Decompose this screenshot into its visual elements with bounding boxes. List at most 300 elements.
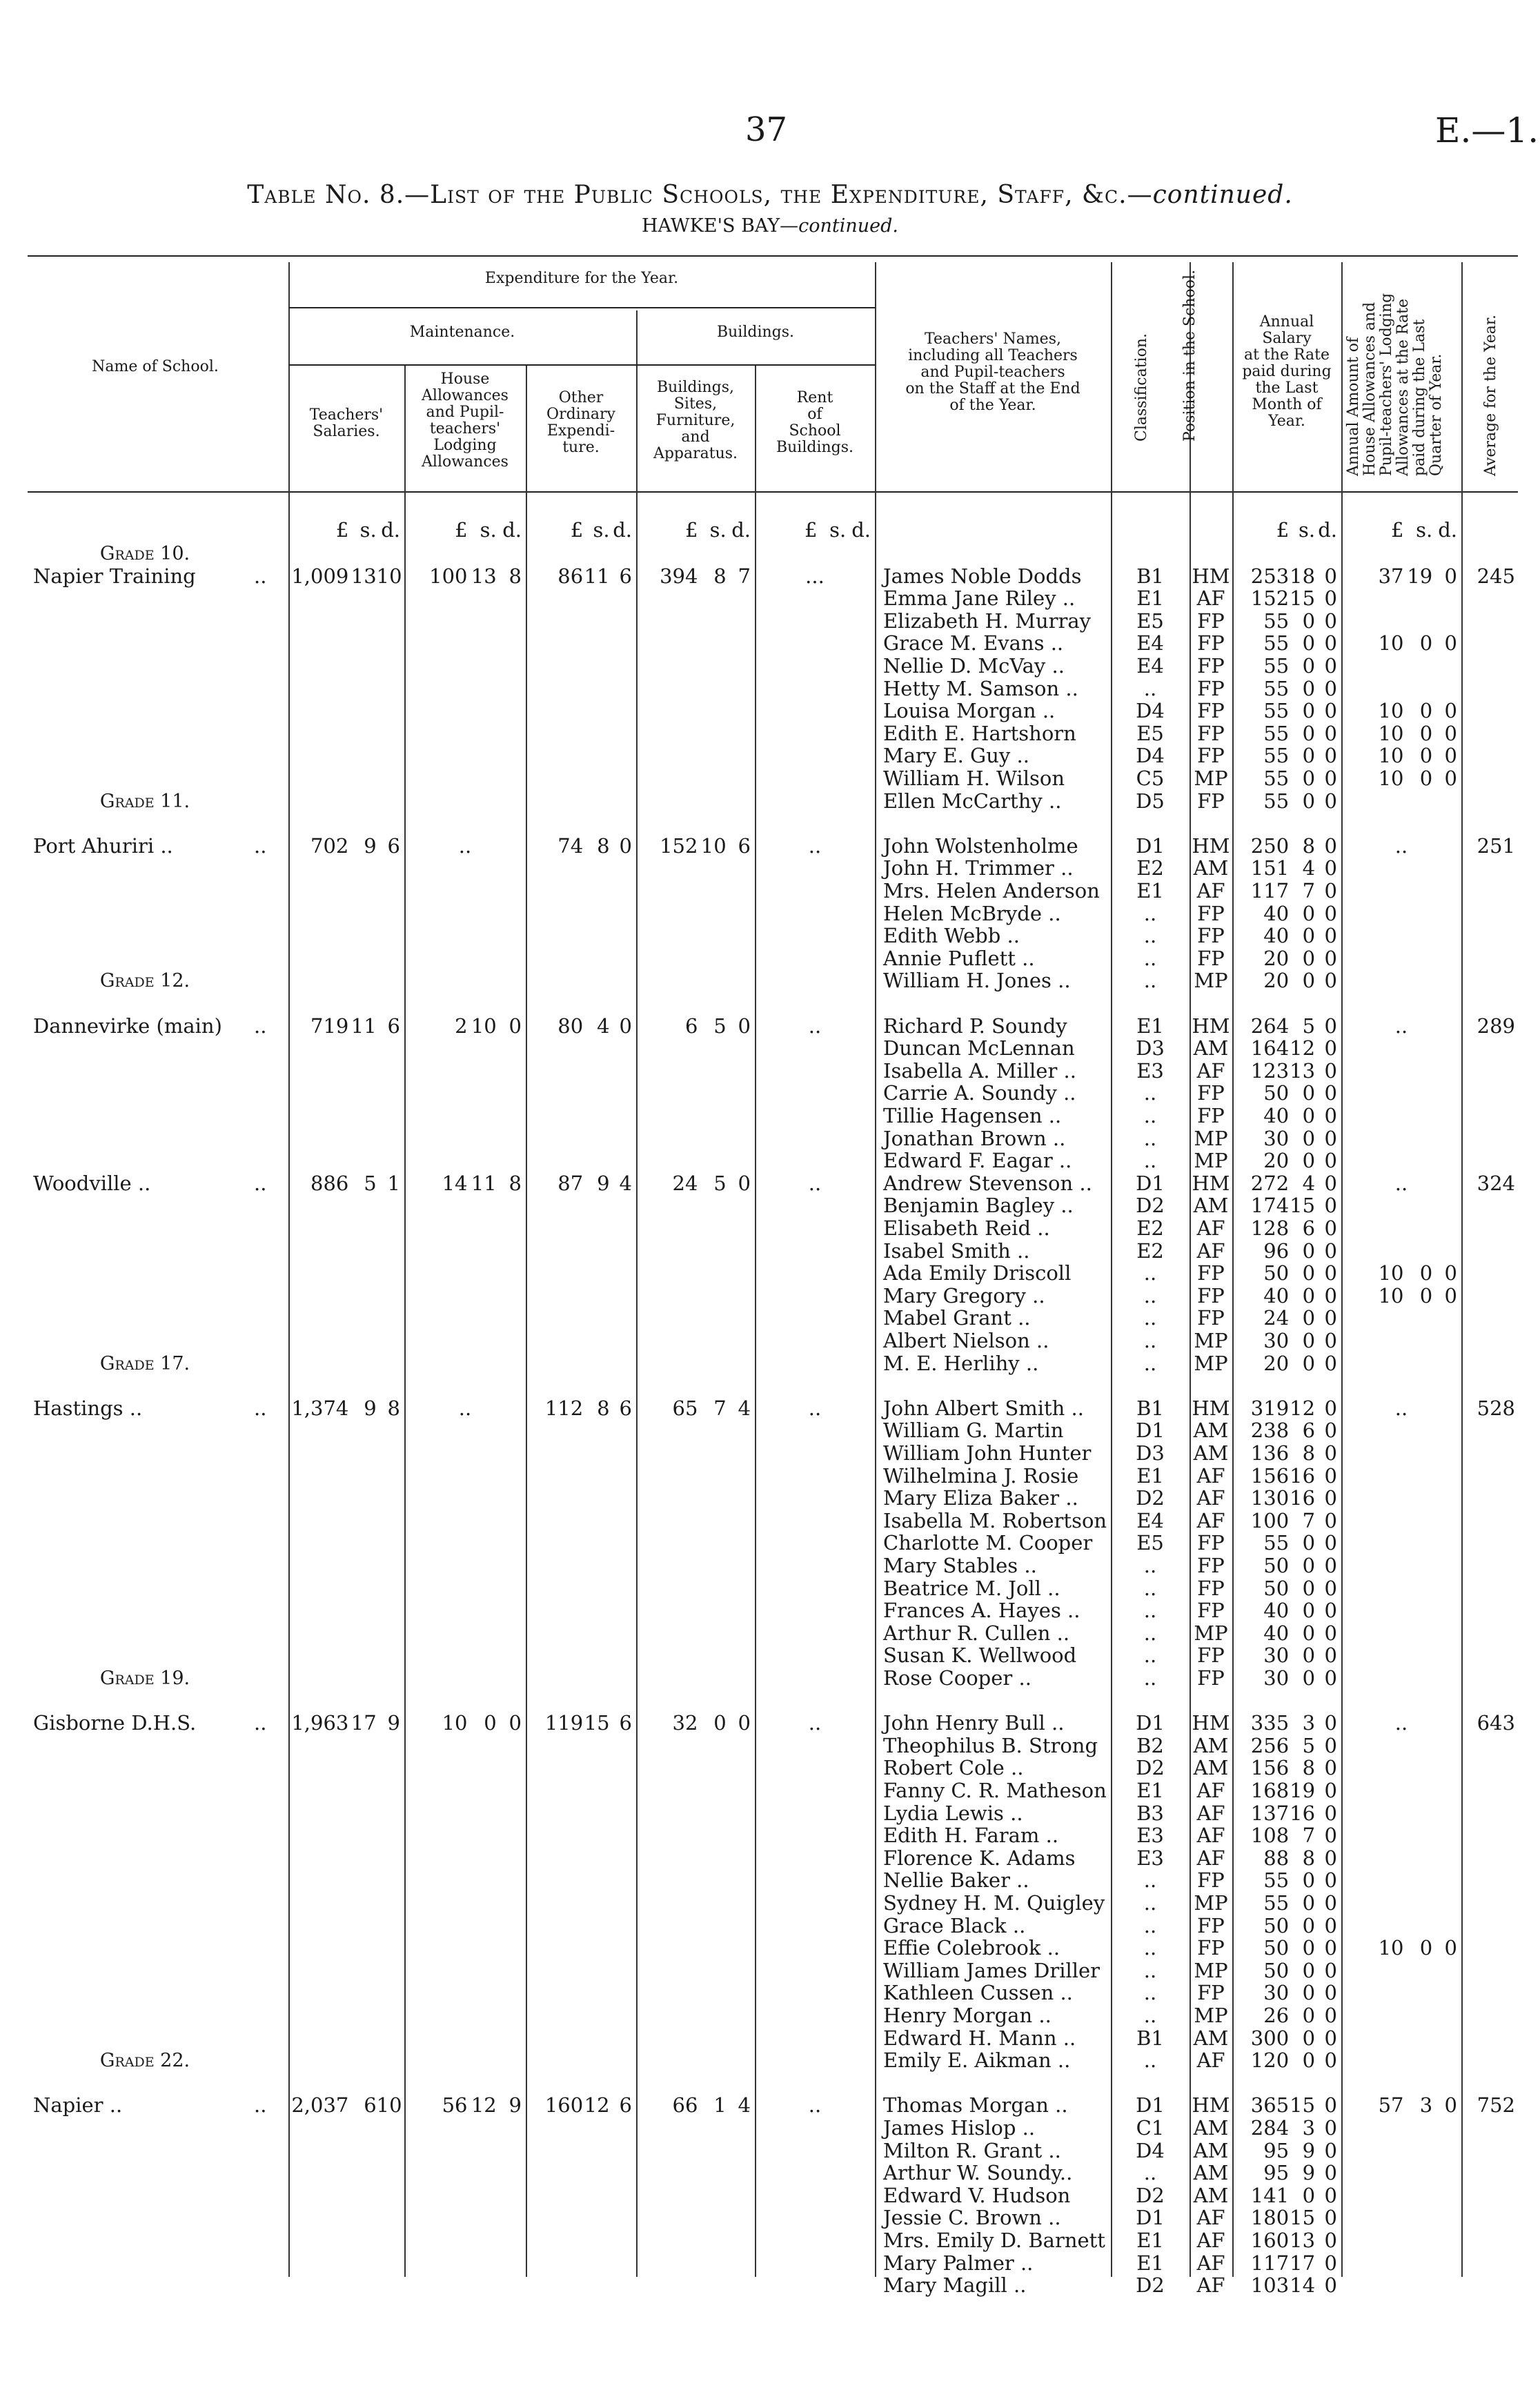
annual-salary-shillings: 19 — [1290, 1779, 1316, 1802]
expenditure-shillings: 8 — [713, 564, 727, 588]
annual-salary-pounds: 160 — [1250, 2229, 1290, 2252]
annual-salary-pence: 0 — [1324, 1238, 1337, 1263]
annual-salary-shillings: 0 — [1302, 654, 1316, 678]
header-name-of-school: Name of School. — [92, 358, 219, 375]
position: MP — [1194, 1621, 1228, 1645]
annual-salary-pence: 0 — [1324, 2206, 1337, 2230]
school-row — [0, 1397, 1540, 1420]
annual-salary-shillings: 16 — [1290, 1463, 1316, 1488]
teacher-name: Arthur R. Cullen .. — [883, 1621, 1070, 1645]
annual-salary-shillings: 0 — [1302, 676, 1316, 700]
table-row — [0, 1892, 1540, 1915]
expenditure-shillings: 0 — [484, 1711, 497, 1735]
expenditure-shillings: 9 — [364, 833, 377, 858]
annual-salary-pence: 0 — [1324, 901, 1337, 925]
table-row — [0, 1217, 1540, 1240]
position: AM — [1193, 1441, 1229, 1465]
school-row — [0, 2094, 1540, 2117]
table-row — [0, 678, 1540, 700]
teacher-name: Annie Puflett .. — [883, 946, 1035, 970]
classification: E3 — [1136, 1846, 1164, 1870]
position: FP — [1197, 946, 1225, 970]
teacher-name: Jonathan Brown .. — [883, 1126, 1066, 1150]
annual-salary-shillings: 16 — [1290, 1486, 1316, 1510]
position: FP — [1197, 699, 1225, 723]
position: MP — [1194, 1351, 1228, 1375]
expenditure-pounds: 152 — [660, 833, 698, 858]
annual-salary-shillings: 0 — [1302, 1599, 1316, 1623]
annual-salary-pounds: 253 — [1250, 564, 1290, 588]
classification: .. — [1143, 901, 1157, 925]
annual-salary-pence: 0 — [1324, 833, 1337, 858]
position: FP — [1197, 901, 1225, 925]
teacher-name: William James Driller — [883, 1958, 1100, 1982]
annual-salary-pounds: 50 — [1263, 1081, 1290, 1105]
annual-salary-pence: 0 — [1324, 1868, 1337, 1893]
teacher-name: Edward V. Hudson — [883, 2183, 1071, 2207]
annual-salary-pounds: 55 — [1263, 1868, 1290, 1893]
classification: .. — [1143, 1643, 1157, 1668]
annual-salary-pounds: 151 — [1250, 856, 1290, 880]
annual-salary-pence: 0 — [1324, 1508, 1337, 1532]
expenditure-pence: 8 — [509, 1171, 522, 1195]
teacher-name: M. E. Herlihy .. — [883, 1351, 1039, 1375]
unit-pounds: £ — [1391, 518, 1404, 542]
position: FP — [1197, 1666, 1225, 1690]
annual-salary-shillings: 9 — [1302, 2138, 1316, 2162]
position: AM — [1193, 2183, 1229, 2207]
teacher-name: Richard P. Soundy — [883, 1014, 1067, 1038]
table-row — [0, 925, 1540, 947]
annual-salary-shillings: 13 — [1290, 2229, 1316, 2252]
teacher-name: Edward F. Eagar .. — [883, 1149, 1072, 1173]
teacher-name: William H. Wilson — [883, 767, 1065, 790]
position: AM — [1193, 1733, 1229, 1757]
annual-salary-pence: 0 — [1324, 2251, 1337, 2275]
header-average: Average for the Year. — [1482, 315, 1499, 476]
annual-salary-pence: 0 — [1324, 2183, 1337, 2207]
average-attendance: 289 — [1477, 1014, 1515, 1038]
unit-pounds: £ — [804, 518, 818, 542]
table-row — [0, 947, 1540, 970]
classification: B1 — [1136, 2026, 1164, 2050]
table-row — [0, 1082, 1540, 1105]
table-row — [0, 722, 1540, 745]
page-identifier: E.—1. — [1435, 110, 1539, 150]
annual-salary-pounds: 128 — [1250, 1216, 1290, 1240]
classification: D2 — [1136, 2273, 1165, 2298]
house-allowance-pounds: 10 — [1378, 699, 1404, 723]
classification: E1 — [1136, 1779, 1164, 1802]
header-house-allowance-annual: Annual Amount of House Allowances and Pupil-teachers' Lodging Allowances at the Rate paid during the Last Quarter of Year. — [1345, 293, 1445, 476]
expenditure-pounds: 74 — [557, 833, 584, 858]
expenditure-shillings: 13 — [351, 564, 377, 588]
house-allowance-empty: .. — [1394, 1171, 1408, 1195]
table-row — [0, 1285, 1540, 1307]
table-row — [0, 767, 1540, 790]
table-row — [0, 1824, 1540, 1847]
position: FP — [1197, 1576, 1225, 1600]
annual-salary-pence: 0 — [1324, 924, 1337, 948]
teacher-name: Grace M. Evans .. — [883, 631, 1064, 655]
position: FP — [1197, 1913, 1225, 1937]
expenditure-shillings: 8 — [597, 833, 610, 858]
classification: B3 — [1136, 1801, 1164, 1825]
annual-salary-pence: 0 — [1324, 631, 1337, 655]
header-bottom-rule — [28, 491, 1518, 493]
expenditure-pounds: 2,037 — [291, 2093, 349, 2117]
teacher-name: John Albert Smith .. — [883, 1396, 1084, 1420]
position: AF — [1196, 1216, 1225, 1240]
position: FP — [1197, 1643, 1225, 1668]
teacher-name: James Hislop .. — [883, 2116, 1036, 2140]
expenditure-shillings: 9 — [364, 1396, 377, 1420]
units-row — [0, 519, 1540, 542]
annual-salary-shillings: 0 — [1302, 2048, 1316, 2073]
annual-salary-pounds: 55 — [1263, 631, 1290, 655]
house-allowance-empty: .. — [1394, 1396, 1408, 1420]
position: AM — [1193, 2026, 1229, 2050]
header-buildings: Buildings. — [716, 324, 795, 341]
annual-salary-pence: 0 — [1324, 1891, 1337, 1915]
annual-salary-pence: 0 — [1324, 767, 1337, 790]
classification: B1 — [1136, 564, 1164, 588]
teacher-name: Susan K. Wellwood — [883, 1643, 1077, 1668]
unit-shillings: s. — [593, 518, 610, 542]
classification: .. — [1143, 1666, 1157, 1690]
position: AF — [1196, 1846, 1225, 1870]
expenditure-pence: 9 — [387, 1711, 400, 1735]
teacher-name: Nellie D. McVay .. — [883, 654, 1065, 678]
annual-salary-shillings: 0 — [1302, 721, 1316, 745]
annual-salary-pence: 0 — [1324, 744, 1337, 768]
annual-salary-shillings: 0 — [1302, 1891, 1316, 1915]
position: AM — [1193, 2138, 1229, 2162]
annual-salary-pounds: 55 — [1263, 1891, 1290, 1915]
annual-salary-shillings: 0 — [1302, 1238, 1316, 1263]
position: MP — [1194, 1149, 1228, 1173]
annual-salary-pence: 0 — [1324, 654, 1337, 678]
expenditure-empty: .. — [808, 833, 822, 858]
annual-salary-pence: 0 — [1324, 1306, 1337, 1330]
annual-salary-shillings: 0 — [1302, 1981, 1316, 2005]
position: HM — [1192, 564, 1230, 588]
position: AF — [1196, 586, 1225, 611]
annual-salary-shillings: 7 — [1302, 1508, 1316, 1532]
annual-salary-pounds: 103 — [1250, 2273, 1290, 2298]
house-allowance-empty: .. — [1394, 1711, 1408, 1735]
classification: E2 — [1136, 1238, 1164, 1263]
expenditure-pence: 0 — [509, 1711, 522, 1735]
house-allowance-pounds: 10 — [1378, 1261, 1404, 1285]
classification: .. — [1143, 1868, 1157, 1893]
position: FP — [1197, 924, 1225, 948]
expenditure-pence: 6 — [619, 2093, 632, 2117]
position: AF — [1196, 1238, 1225, 1263]
unit-shillings: s. — [1298, 518, 1316, 542]
annual-salary-pence: 0 — [1324, 1756, 1337, 1780]
classification: .. — [1143, 1936, 1157, 1960]
table-row — [0, 2049, 1540, 2072]
annual-salary-pounds: 30 — [1263, 1643, 1290, 1668]
position: FP — [1197, 789, 1225, 813]
classification: .. — [1143, 1891, 1157, 1915]
position: AM — [1193, 1194, 1229, 1218]
annual-salary-pounds: 284 — [1250, 2116, 1290, 2140]
classification: E1 — [1136, 586, 1164, 611]
table-row — [0, 1644, 1540, 1667]
expenditure-pence: 7 — [738, 564, 751, 588]
expenditure-pence: 8 — [509, 564, 522, 588]
classification: D1 — [1136, 2093, 1165, 2117]
house-allowance-pounds: 10 — [1378, 1936, 1404, 1960]
table-row — [0, 1779, 1540, 1802]
table-row — [0, 1442, 1540, 1465]
teacher-name: Sydney H. M. Quigley — [883, 1891, 1105, 1915]
expenditure-pounds: 66 — [672, 2093, 698, 2117]
position: AF — [1196, 2273, 1225, 2298]
expenditure-shillings: 9 — [597, 1171, 610, 1195]
annual-salary-pence: 0 — [1324, 789, 1337, 813]
leader-dots: .. — [254, 2093, 267, 2117]
annual-salary-pounds: 55 — [1263, 654, 1290, 678]
house-allowance-pence: 0 — [1444, 2093, 1457, 2117]
header-position: Position in the School. — [1181, 269, 1198, 442]
house-allowance-shillings: 0 — [1419, 631, 1433, 655]
annual-salary-pounds: 20 — [1263, 1351, 1290, 1375]
expenditure-pence: 10 — [376, 2093, 402, 2117]
position: MP — [1194, 1958, 1228, 1982]
classification: .. — [1143, 1081, 1157, 1105]
expenditure-pence: 0 — [619, 1014, 632, 1038]
classification: .. — [1143, 946, 1157, 970]
table-row — [0, 1802, 1540, 1825]
table-row — [0, 1847, 1540, 1870]
annual-salary-pounds: 24 — [1263, 1306, 1290, 1330]
teacher-name: Isabella A. Miller .. — [883, 1058, 1076, 1083]
teacher-name: William John Hunter — [883, 1441, 1092, 1465]
annual-salary-pence: 0 — [1324, 1958, 1337, 1982]
house-allowance-pence: 0 — [1444, 564, 1457, 588]
annual-salary-pounds: 40 — [1263, 1599, 1290, 1623]
annual-salary-pounds: 168 — [1250, 1779, 1290, 1802]
expenditure-empty: .. — [458, 833, 472, 858]
position: AM — [1193, 2161, 1229, 2185]
classification: E4 — [1136, 1508, 1164, 1532]
classification: E1 — [1136, 1014, 1164, 1038]
teacher-name: Charlotte M. Cooper — [883, 1531, 1093, 1555]
teacher-name: Frances A. Hayes .. — [883, 1599, 1080, 1623]
classification: B1 — [1136, 1396, 1164, 1420]
table-row — [0, 1419, 1540, 1442]
house-allowance-pounds: 10 — [1378, 767, 1404, 790]
teacher-name: Grace Black .. — [883, 1913, 1026, 1937]
annual-salary-pounds: 55 — [1263, 1531, 1290, 1555]
annual-salary-pence: 0 — [1324, 2026, 1337, 2050]
teacher-name: Louisa Morgan .. — [883, 699, 1056, 723]
annual-salary-pounds: 95 — [1263, 2161, 1290, 2185]
table-row — [0, 1194, 1540, 1217]
expenditure-empty: ... — [805, 564, 825, 588]
expenditure-shillings: 8 — [597, 1396, 610, 1420]
house-allowance-shillings: 19 — [1407, 564, 1433, 588]
annual-salary-shillings: 3 — [1302, 2116, 1316, 2140]
annual-salary-pence: 0 — [1324, 1621, 1337, 1645]
average-attendance: 752 — [1477, 2093, 1515, 2117]
unit-shillings: s. — [480, 518, 497, 542]
annual-salary-shillings: 18 — [1290, 564, 1316, 588]
expenditure-shillings: 13 — [471, 564, 497, 588]
unit-pounds: £ — [455, 518, 468, 542]
table-row — [0, 857, 1540, 880]
annual-salary-pence: 0 — [1324, 1463, 1337, 1488]
annual-salary-pence: 0 — [1324, 1014, 1337, 1038]
position: AF — [1196, 1824, 1225, 1848]
teacher-name: Carrie A. Soundy .. — [883, 1081, 1076, 1105]
position: FP — [1197, 1936, 1225, 1960]
expenditure-pounds: 80 — [557, 1014, 584, 1038]
annual-salary-pence: 0 — [1324, 1171, 1337, 1195]
unit-pence: d. — [731, 518, 751, 542]
annual-salary-shillings: 0 — [1302, 1261, 1316, 1285]
teacher-name: Mabel Grant .. — [883, 1306, 1031, 1330]
position: FP — [1197, 721, 1225, 745]
annual-salary-pence: 0 — [1324, 1396, 1337, 1420]
annual-salary-pounds: 319 — [1250, 1396, 1290, 1420]
school-row — [0, 1015, 1540, 1038]
position: FP — [1197, 1081, 1225, 1105]
classification: .. — [1143, 1329, 1157, 1352]
maintenance-rule — [288, 364, 875, 366]
annual-salary-pounds: 55 — [1263, 789, 1290, 813]
expenditure-shillings: 11 — [471, 1171, 497, 1195]
table-row — [0, 1959, 1540, 1982]
annual-salary-pence: 0 — [1324, 1981, 1337, 2005]
expenditure-pounds: 119 — [544, 1711, 584, 1735]
annual-salary-shillings: 0 — [1302, 609, 1316, 633]
house-allowance-pence: 0 — [1444, 631, 1457, 655]
house-allowance-empty: .. — [1394, 833, 1408, 858]
annual-salary-pence: 0 — [1324, 1779, 1337, 1802]
annual-salary-pence: 0 — [1324, 1599, 1337, 1623]
expenditure-pounds: 6 — [684, 1014, 698, 1038]
house-allowance-shillings: 0 — [1419, 1936, 1433, 1960]
classification: D4 — [1136, 744, 1165, 768]
expenditure-pounds: 86 — [557, 564, 584, 588]
classification: D5 — [1136, 789, 1165, 813]
annual-salary-shillings: 16 — [1290, 1801, 1316, 1825]
expenditure-pounds: 394 — [660, 564, 698, 588]
annual-salary-pence: 0 — [1324, 1666, 1337, 1690]
header-maintenance: Maintenance. — [409, 324, 515, 341]
annual-salary-shillings: 0 — [1302, 699, 1316, 723]
classification: D1 — [1136, 1419, 1165, 1443]
teacher-name: Duncan McLennan — [883, 1036, 1075, 1060]
annual-salary-pounds: 250 — [1250, 833, 1290, 858]
teacher-name: Wilhelmina J. Rosie — [883, 1463, 1079, 1488]
expenditure-pence: 0 — [738, 1171, 751, 1195]
teacher-name: Mary Eliza Baker .. — [883, 1486, 1078, 1510]
annual-salary-shillings: 17 — [1290, 2251, 1316, 2275]
expenditure-pence: 6 — [387, 1014, 400, 1038]
table-row — [0, 1554, 1540, 1577]
classification: D2 — [1136, 1194, 1165, 1218]
annual-salary-pounds: 180 — [1250, 2206, 1290, 2230]
table-row — [0, 610, 1540, 633]
annual-salary-shillings: 12 — [1290, 1396, 1316, 1420]
teacher-name: Helen McBryde .. — [883, 901, 1061, 925]
classification: E5 — [1136, 1531, 1164, 1555]
leader-dots: .. — [254, 1014, 267, 1038]
house-allowance-shillings: 0 — [1419, 1261, 1433, 1285]
annual-salary-pounds: 174 — [1250, 1194, 1290, 1218]
grade-label: Grade 11. — [99, 790, 190, 812]
expenditure-shillings: 5 — [713, 1171, 727, 1195]
house-allowance-pounds: 57 — [1378, 2093, 1404, 2117]
table-row — [0, 1757, 1540, 1779]
school-name: Dannevirke (main) — [33, 1014, 222, 1038]
grade-label: Grade 17. — [99, 1352, 190, 1374]
position: MP — [1194, 1891, 1228, 1915]
expenditure-shillings: 7 — [713, 1396, 727, 1420]
annual-salary-pounds: 108 — [1250, 1824, 1290, 1848]
expenditure-pence: 0 — [738, 1711, 751, 1735]
house-allowance-pence: 0 — [1444, 1261, 1457, 1285]
annual-salary-shillings: 0 — [1302, 1868, 1316, 1893]
annual-salary-pounds: 55 — [1263, 676, 1290, 700]
annual-salary-pence: 0 — [1324, 879, 1337, 902]
classification: .. — [1143, 2161, 1157, 2185]
classification: B2 — [1136, 1733, 1164, 1757]
classification: .. — [1143, 1351, 1157, 1375]
table-row — [0, 1465, 1540, 1488]
classification: .. — [1143, 1261, 1157, 1285]
annual-salary-pence: 0 — [1324, 1104, 1337, 1127]
teacher-name: Mary Stables .. — [883, 1554, 1037, 1577]
expenditure-pounds: 65 — [672, 1396, 698, 1420]
expenditure-pounds: 100 — [429, 564, 468, 588]
grade-label: Grade 12. — [99, 970, 190, 992]
expenditure-shillings: 11 — [584, 564, 610, 588]
annual-salary-pounds: 120 — [1250, 2048, 1290, 2073]
header-teachers-salaries: Teachers' Salaries. — [309, 406, 384, 440]
school-row — [0, 565, 1540, 588]
teacher-name: Kathleen Cussen .. — [883, 1981, 1073, 2005]
teacher-name: Effie Colebrook .. — [883, 1936, 1060, 1960]
spacer-row — [0, 1374, 1540, 1397]
teacher-name: Robert Cole .. — [883, 1756, 1024, 1780]
annual-salary-shillings: 5 — [1302, 1733, 1316, 1757]
annual-salary-pence: 0 — [1324, 609, 1337, 633]
annual-salary-pence: 0 — [1324, 2048, 1337, 2073]
annual-salary-pence: 0 — [1324, 1419, 1337, 1443]
annual-salary-shillings: 0 — [1302, 946, 1316, 970]
house-allowance-pence: 0 — [1444, 721, 1457, 745]
school-row — [0, 1712, 1540, 1735]
expenditure-pounds: 24 — [672, 1171, 698, 1195]
annual-salary-pence: 0 — [1324, 586, 1337, 611]
annual-salary-pounds: 50 — [1263, 1913, 1290, 1937]
position: FP — [1197, 609, 1225, 633]
expenditure-empty: .. — [808, 1396, 822, 1420]
annual-salary-pounds: 156 — [1250, 1756, 1290, 1780]
school-name: Gisborne D.H.S. — [33, 1711, 197, 1735]
house-allowance-pence: 0 — [1444, 699, 1457, 723]
position: FP — [1197, 744, 1225, 768]
classification: .. — [1143, 1149, 1157, 1173]
grade-label: Grade 10. — [99, 543, 190, 564]
average-attendance: 324 — [1477, 1171, 1515, 1195]
